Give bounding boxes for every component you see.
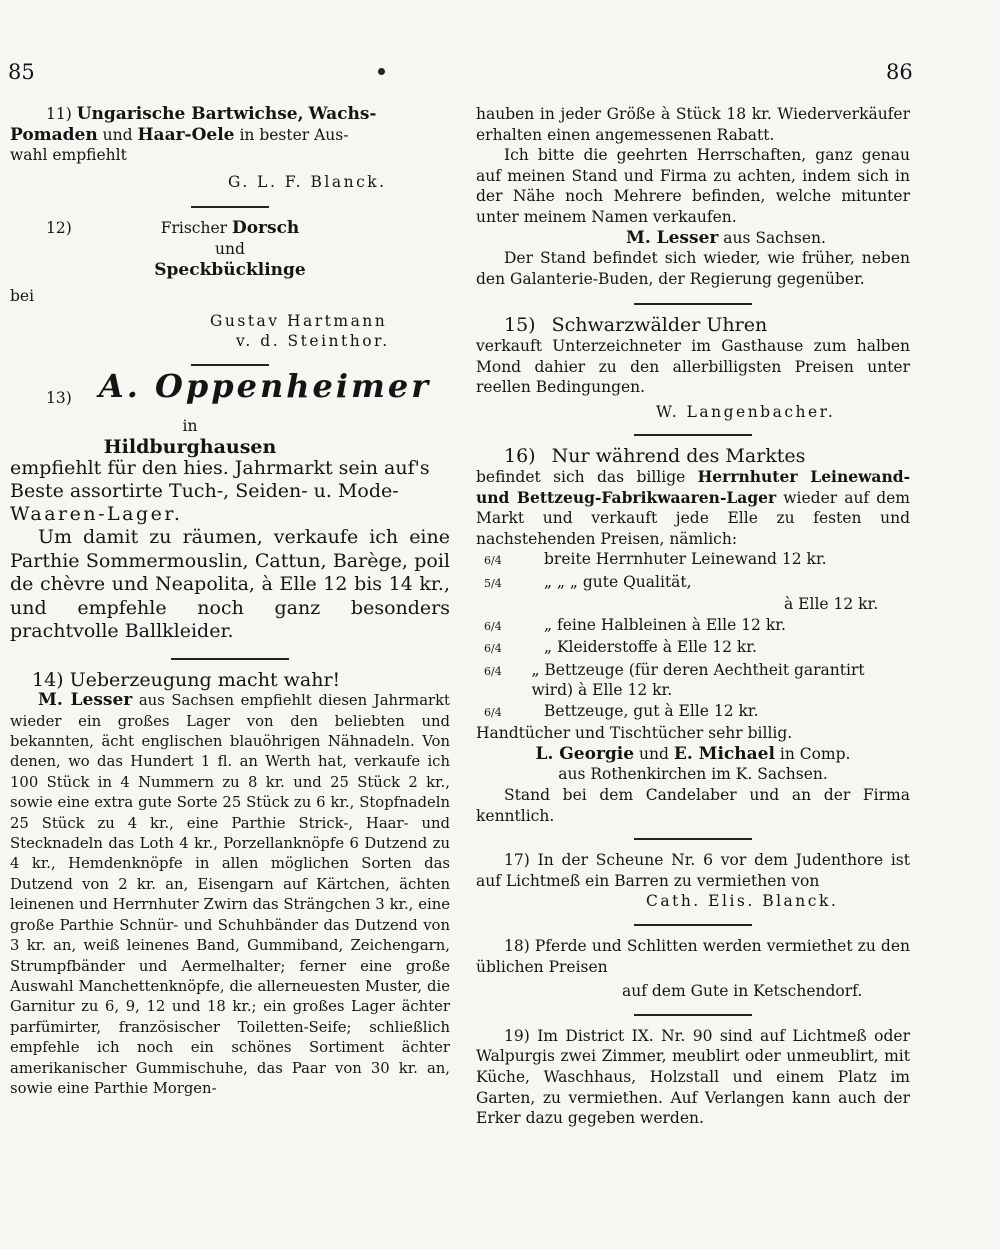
ad-18-text: Pferde und Schlitten werden vermiethet zu den üblichen Preisen	[476, 937, 910, 976]
divider	[634, 303, 752, 305]
ad-14-cont-merchant: M. Lesser	[626, 227, 719, 248]
ad-14-body: aus Sachsen empfiehlt diesen Jahrmarkt wieder ein großes Lager von den beliebten und bekannten, ächt englischen blauöhrigen Nähnadeln. Von denen, wo das Hundert 1 fl. an Werth hat, verkaufe ich 100 Stück in 4 Nummern zu 8 kr. und 25 Stück 2 kr., sowie eine extra gute Sorte 25 Stück zu 6 kr., Stopfnadeln 25 Stück zu 4 kr., eine Parthie Strick-, Haar- und Stecknadeln das Loth 4 kr., Porzellanknöpfe 6 Dutzend zu 4 kr., Hemdenknöpfe in allen möglichen Sorten das Dutzend von 2 kr. an, Eisengarn auf Kärtchen, ächten leinenen und Herrnhuter Zwirn das Strängchen 3 kr., eine große Parthie Schnür- und Schuhbänder das Dutzend von 3 kr. an, weiß leinenes Band, Gummiband, Zeichengarn, Strumpfbänder und Aermelhalter; ferner eine große Auswahl Manchettenknöpfe, die allerneuesten Muster, die Garnitur zu 6, 9, 12 und 18 kr.; ein großes Lager ächter parfümirter, französischer Toiletten-Seife; schließlich empfehle ich noch ein schönes Sortiment ächter amerikanischer Gummischuhe, das Paar von 30 kr. an, sowie eine Parthie Morgen-	[10, 692, 450, 1097]
ad-12-bei: bei	[10, 287, 35, 306]
ad-11-number: 11)	[46, 105, 72, 123]
ad-16-intro-a: befindet sich das billige	[476, 467, 686, 486]
ad-16-company: Herrnhuter Leinewand- und Bettzeug-Fabrikwaaren-Lager	[476, 466, 911, 507]
price-list-item	[476, 660, 910, 701]
ad-16-und: und	[639, 744, 669, 763]
ad-12-number: 12)	[46, 219, 72, 238]
divider	[634, 434, 752, 436]
ad-11-text-a: und	[102, 125, 133, 144]
ad-16-intro	[476, 467, 910, 549]
divider	[634, 924, 752, 926]
divider	[634, 838, 752, 840]
ad-15	[476, 315, 910, 422]
ad-14-heading-line	[10, 670, 450, 691]
ad-19-text-line	[476, 1026, 910, 1129]
ad-15-signature: W. Langenbacher.	[656, 402, 836, 421]
ad-13-line2: Beste assortirte Tuch-, Seiden- u. Mode-	[10, 480, 399, 503]
price-list-text: Bettzeuge, gut à Elle 12 kr.	[544, 701, 759, 720]
ad-13-number: 13)	[46, 388, 72, 407]
ad-12-title	[10, 218, 450, 239]
ad-19	[476, 1026, 910, 1129]
ad-11-line1	[10, 104, 450, 125]
page-number-left: 85	[8, 60, 35, 84]
ad-13-line1: empfiehlt für den hies. Jahrmarkt sein auf's	[10, 457, 430, 480]
price-list-quantity: 6/4	[484, 664, 502, 678]
ad-15-heading: Schwarzwälder Uhren	[551, 314, 768, 337]
ad-14-continued	[476, 104, 910, 289]
price-list-quantity: 6/4	[484, 619, 502, 633]
ad-19-text: Im District IX. Nr. 90 sind auf Lichtmeß oder Walpurgis zwei Zimmer, meublirt oder unmeublirt, mit Küche, Waschhaus, Holzstall und einem Platz im Garten, zu vermiethen. Auf Verlangen kann auch der Erker dazu gegeben werden.	[476, 1026, 910, 1128]
ad-18-number: 18)	[504, 937, 530, 956]
ad-16-origin: aus Rothenkirchen im K. Sachsen.	[558, 765, 828, 784]
price-list-quantity: 6/4	[484, 554, 502, 568]
ad-19-number: 19)	[504, 1026, 530, 1045]
ad-14-number: 14)	[32, 668, 64, 691]
ad-11	[10, 104, 450, 192]
ad-13-line3: Waaren-Lager.	[10, 503, 183, 526]
ad-12-product-2: Speckbücklinge	[154, 259, 306, 280]
ad-14-heading: Ueberzeugung macht wahr!	[69, 668, 341, 691]
ad-16-merchant-2: E. Michael	[673, 743, 775, 764]
ad-16-intro-b: wieder auf dem Markt und verkauft jede Elle zu festen und nachstehenden Preisen, nämlich:	[476, 488, 911, 548]
ad-13-town: Hildburghausen	[103, 435, 277, 458]
price-list-text: „ Kleiderstoffe à Elle 12 kr.	[544, 638, 757, 657]
price-list-text: breite Herrnhuter Leinewand 12 kr.	[544, 550, 827, 569]
ad-16-heading-line	[476, 446, 910, 467]
ad-11-product-1: Ungarische Bartwichse,	[76, 104, 304, 124]
ad-12-signature: Gustav Hartmann	[210, 311, 388, 330]
ad-11-product-3: Pomaden	[10, 124, 98, 145]
ad-11-text-b: in bester Aus-	[239, 125, 349, 144]
ad-14-cont-p1: hauben in jeder Größe à Stück 18 kr. Wiederverkäufer erhalten einen angemessenen Rabatt.	[476, 105, 910, 144]
ad-14-cont-origin: aus Sachsen.	[723, 228, 826, 247]
ad-16-signature	[476, 744, 910, 765]
price-list-item	[476, 701, 910, 724]
ad-13-in: in	[182, 416, 198, 435]
ad-12-signature-place: v. d. Steinthor.	[236, 332, 390, 351]
right-column	[476, 104, 910, 1129]
ad-11-signature: G. L. F. Blanck.	[228, 172, 387, 191]
divider	[191, 364, 269, 366]
ad-14-cont-p3: Der Stand befindet sich wieder, wie früher, neben den Galanterie-Buden, der Regierung gegenüber.	[476, 249, 910, 288]
divider	[171, 658, 289, 660]
ad-14-cont-p2: Ich bitte die geehrten Herrschaften, ganz genau auf meinen Stand und Firma zu achten, indem sich in der Nähe noch Mehrere befinden, welche mitunter unter meinem Namen verkaufen.	[476, 146, 910, 226]
ad-18-text-line	[476, 936, 910, 977]
ad-11-line2	[10, 125, 450, 146]
ad-16-stand: Stand bei dem Candelaber und an der Firma kenntlich.	[476, 786, 910, 825]
ad-12-product-1: Dorsch	[231, 218, 300, 239]
ad-14-text	[10, 690, 450, 1099]
price-list-text: à Elle 12 kr.	[784, 595, 879, 614]
ad-11-product-2: Wachs-	[308, 104, 377, 124]
divider	[634, 1014, 752, 1016]
ad-12-und: und	[215, 239, 245, 258]
ad-16-towels: Handtücher und Tischtücher sehr billig.	[476, 724, 793, 743]
ad-15-text: verkauft Unterzeichneter im Gasthause zum halben Mond dahier zu den allerbilligsten Preisen unter reellen Bedingungen.	[476, 336, 910, 397]
price-list-item	[476, 572, 910, 595]
ad-16-comp: in Comp.	[779, 744, 851, 763]
price-list-item	[476, 549, 910, 572]
ad-16-heading: Nur während des Marktes	[551, 445, 806, 468]
ad-16	[476, 446, 910, 826]
price-list-text: „ „ „ gute Qualität,	[544, 572, 692, 591]
ornament-dot	[378, 68, 385, 75]
price-list-item	[476, 615, 910, 638]
ad-13-paragraph: Um damit zu räumen, verkaufe ich eine Parthie Sommermouslin, Cattun, Barège, poil de chèvre und Neapolita, à Elle 12 bis 14 kr., und empfehle noch ganz besonders prachtvolle Ballkleider.	[10, 526, 450, 643]
ad-13-company: A. Oppenheimer	[98, 366, 432, 405]
ad-13	[10, 366, 450, 644]
left-column	[10, 104, 450, 1099]
ad-15-heading-line	[476, 315, 910, 336]
ad-17-signature: Cath. Elis. Blanck.	[646, 892, 839, 911]
price-list-text: „ feine Halbleinen à Elle 12 kr.	[544, 615, 786, 634]
divider	[191, 206, 269, 208]
ad-17-number: 17)	[504, 851, 530, 870]
price-list-quantity: 6/4	[484, 642, 502, 656]
ad-11-product-4: Haar-Oele	[137, 124, 235, 145]
price-list-text: „ Bettzeuge (für deren Aechtheit garantirt wird) à Elle 12 kr.	[531, 660, 865, 700]
price-list-quantity: 6/4	[484, 705, 502, 719]
ad-18	[476, 936, 910, 1002]
page-number-right: 86	[886, 60, 913, 84]
ad-17-text-line	[476, 850, 910, 891]
price-list-item	[476, 594, 910, 615]
ad-15-number: 15)	[504, 314, 536, 337]
ad-12-text: Frischer	[160, 219, 228, 238]
ad-16-merchant-1: L. Georgie	[535, 743, 635, 764]
ad-14-cont-signature	[476, 228, 910, 249]
ad-14	[10, 670, 450, 1100]
price-list-quantity: 5/4	[484, 576, 502, 590]
ad-16-price-list	[476, 549, 910, 723]
ad-14-merchant: M. Lesser	[38, 690, 133, 711]
ad-18-place: auf dem Gute in Ketschendorf.	[622, 982, 863, 1001]
ad-17	[476, 850, 910, 912]
ad-12	[10, 218, 450, 352]
price-list-item	[476, 637, 910, 660]
ad-17-text: In der Scheune Nr. 6 vor dem Judenthore ist auf Lichtmeß ein Barren zu vermiethen von	[476, 851, 910, 890]
ad-16-number: 16)	[504, 445, 536, 468]
ad-11-line3: wahl empfiehlt	[10, 146, 127, 165]
